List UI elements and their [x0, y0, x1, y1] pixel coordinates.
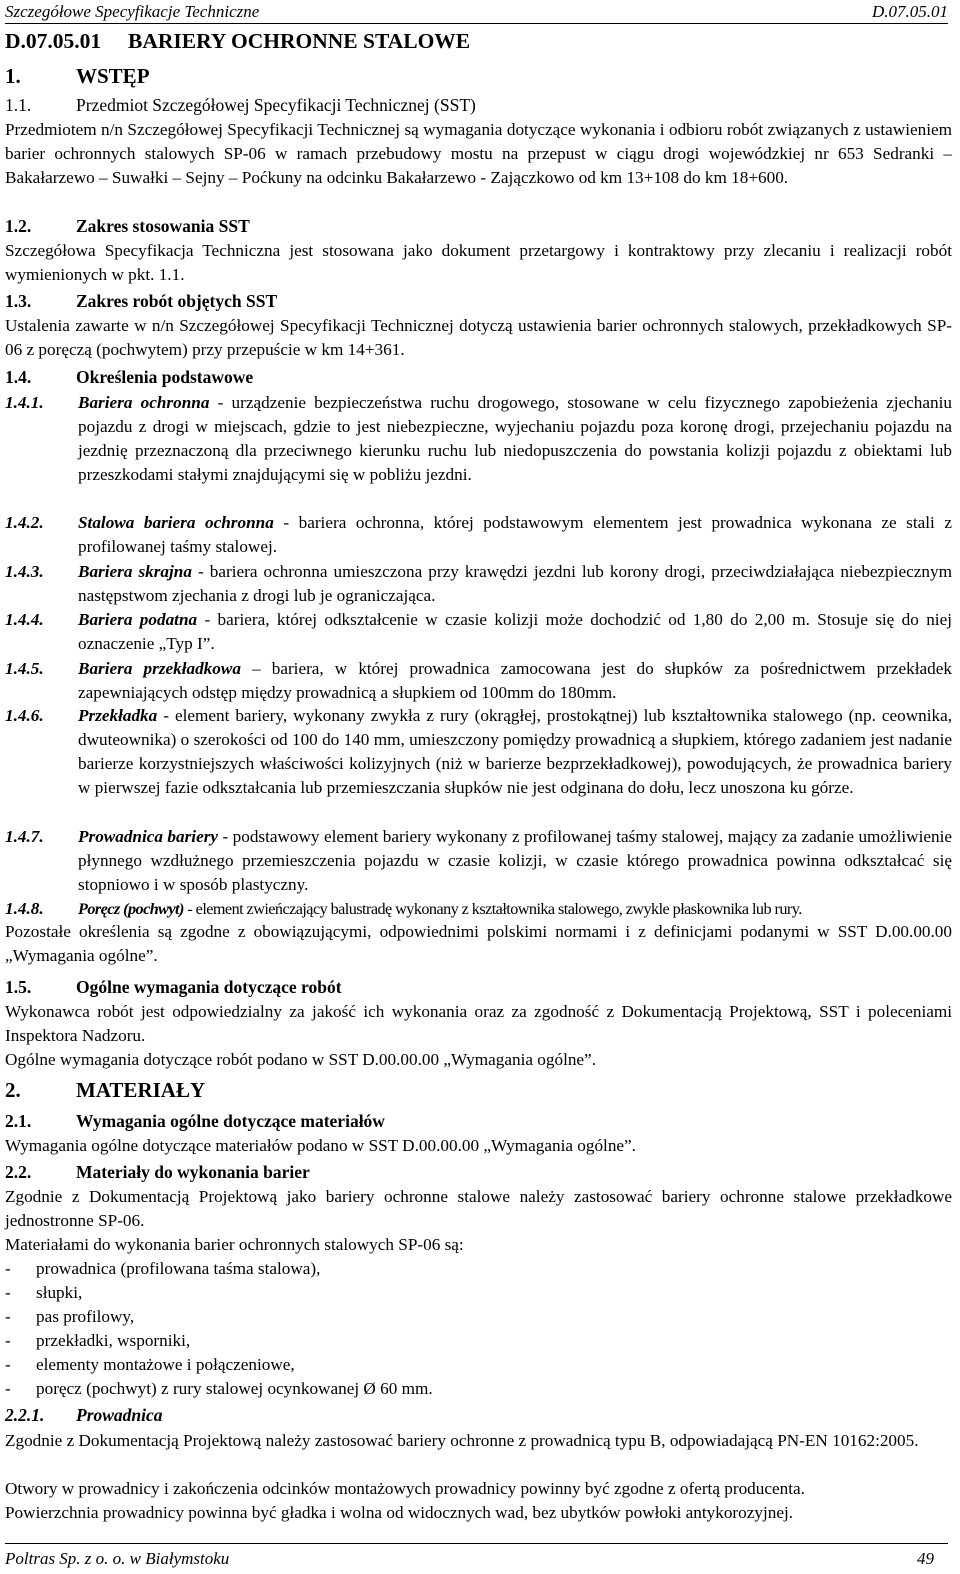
definition-text: - bariera ochronna, której podstawowym elementem jest prowadnica wykonana ze stali z profilowanej taśmy stalowej. [78, 513, 952, 556]
section-heading-2 [5, 1078, 952, 1103]
paragraph-2-2-1-c: Powierzchnia prowadnicy powinna być gładka i wolna od widocznych wad, bez ubytków powłoki antykorozyjnej. [5, 1503, 794, 1522]
subsection-title: Materiały do wykonania barier [76, 1162, 310, 1182]
section-title: WSTĘP [76, 64, 150, 88]
subsection-number: 1.4. [5, 367, 32, 387]
page-number: 49 [917, 1549, 934, 1568]
definition-term: Bariera skrajna [78, 562, 192, 581]
definition-term: Poręcz (pochwyt) [78, 900, 184, 918]
definition-number: 1.4.1. [5, 393, 44, 412]
subsection-title: Przedmiot Szczegółowej Specyfikacji Technicznej (SST) [76, 95, 476, 115]
list-item: - poręcz (pochwyt) z rury stalowej ocynkowanej Ø 60 mm. [5, 1379, 433, 1398]
subsection-heading-1-1 [5, 95, 952, 116]
definition-1-4-4 [5, 608, 952, 656]
definition-number: 1.4.5. [5, 659, 44, 678]
definition-text: - bariera, której odkształcenie w czasie kolizji może dochodzić od 1,80 do 2,00 m. Stosuje się do niej oznaczenie „Typ I”. [78, 610, 952, 653]
materials-list [5, 1257, 952, 1401]
subsection-number: 1.2. [5, 216, 32, 236]
subsection-title: Zakres robót objętych SST [76, 291, 278, 311]
subsection-title: Ogólne wymagania dotyczące robót [76, 977, 342, 997]
definition-term: Przekładka [78, 706, 158, 725]
subsection-title: Określenia podstawowe [76, 367, 254, 387]
definition-1-4-8 [5, 897, 952, 921]
list-item: - słupki, [5, 1283, 83, 1302]
definition-number: 1.4.4. [5, 610, 44, 629]
subsection-heading-1-5 [5, 977, 952, 998]
subsection-heading-1-4 [5, 367, 952, 388]
paragraph-1-5-b: Ogólne wymagania dotyczące robót podano w SST D.00.00.00 „Wymagania ogólne”. [5, 1050, 596, 1069]
paragraph-1-2: Szczegółowa Specyfikacja Techniczna jest stosowana jako dokument przetargowy i kontraktowy przy zlecaniu i realizacji robót wymienionych w pkt. 1.1. [5, 241, 952, 284]
definition-text: - urządzenie bezpieczeństwa ruchu drogowego, stosowane w celu fizycznego zapobieżenia zjechaniu pojazdu z drogi w miejscach, gdzie to jest niebezpieczne, wyjechaniu pojazdu poza koronę drogi, przejechaniu pojazdu na jezdnię przeznaczoną dla przeciwnego kierunku ruchu lub niedopuszczenia do powstania kolizji pojazdu z obiektami lub przeszkodami stałymi znajdującymi się w pobliżu jezdni. [78, 393, 952, 484]
subsection-heading-1-3 [5, 291, 952, 312]
definition-number: 1.4.3. [5, 562, 44, 581]
definition-text: - element bariery, wykonany zwykła z rury (okrągłej, prostokątnej) lub kształtownika stalowego (np. ceownika, dwuteownika) o szerokości od 100 do 140 mm, umieszczony pomiędzy prowadnicą a słupkiem, którego zadaniem jest nadanie barierze korzystniejszych właściwości kolizyjnych (niż w barierze bezprzekładkowej), powodujących, że prowadnica bariery w pierwszej fazie odkształcania lub przemieszczania słupków nie jest odginana do dołu, lecz unoszona ku górze. [78, 706, 952, 797]
subsection-title: Prowadnica [76, 1405, 163, 1425]
paragraph-2-2-1-b: Otwory w prowadnicy i zakończenia odcinków montażowych prowadnicy powinny być zgodne z ofertą producenta. [5, 1479, 805, 1498]
section-title: MATERIAŁY [76, 1078, 206, 1102]
list-item: - elementy montażowe i połączeniowe, [5, 1355, 295, 1374]
definition-1-4-6 [5, 704, 952, 800]
section-number: 1. [5, 64, 21, 88]
paragraph-2-2-1: Zgodnie z Dokumentacją Projektową należy zastosować bariery ochronne z prowadnicą typu B, odpowiadającą PN-EN 10162:2005. [5, 1431, 919, 1450]
definition-term: Stalowa bariera ochronna [78, 513, 274, 532]
definition-text: - bariera ochronna umieszczona przy krawędzi jezdni lub korony drogi, przeciwdziałająca niebezpiecznym następstwom zjechania z drogi lub je ograniczająca. [78, 562, 952, 605]
footer-company: Poltras Sp. z o. o. w Białymstoku [5, 1549, 230, 1568]
subsection-number: 2.2. [5, 1162, 32, 1182]
paragraph-1-5: Wykonawca robót jest odpowiedzialny za jakość ich wykonania oraz za zgodność z Dokumentacją Projektową, SST i poleceniami Inspektora Nadzoru. [5, 1002, 952, 1045]
definition-text: – bariera, w której prowadnica zamocowana jest do słupków za pośrednictwem przekładek zapewniających odstęp między prowadnicą a słupkiem od 100mm do 180mm. [78, 659, 952, 702]
document-title: D.07.05.01 BARIERY OCHRONNE STALOWE [5, 29, 471, 53]
definition-term: Bariera ochronna [78, 393, 210, 412]
subsection-title: Zakres stosowania SST [76, 216, 250, 236]
paragraph-1-3: Ustalenia zawarte w n/n Szczegółowej Specyfikacji Technicznej dotyczą ustawienia barier ochronnych stalowych, przekładkowych SP-06 z poręczą (pochwytem) przy przepuście w km 14+361. [5, 316, 952, 359]
subsection-heading-2-2 [5, 1162, 952, 1183]
definition-term: Bariera przekładkowa [78, 659, 241, 678]
subsection-number: 1.5. [5, 977, 32, 997]
definition-term: Bariera podatna [78, 610, 198, 629]
definition-1-4-3 [5, 560, 952, 608]
definition-number: 1.4.8. [5, 899, 44, 918]
subsection-heading-2-1 [5, 1111, 952, 1132]
paragraph-2-2: Zgodnie z Dokumentacją Projektową jako bariery ochronne stalowe należy zastosować bariery ochronne stalowe przekładkowe jednostronne SP-06. [5, 1187, 952, 1230]
list-item: - prowadnica (profilowana taśma stalowa), [5, 1259, 321, 1278]
list-item: - przekładki, wsporniki, [5, 1331, 191, 1350]
running-header [5, 1, 948, 24]
header-code: D.07.05.01 [871, 2, 948, 21]
section-heading-1 [5, 64, 952, 89]
definition-1-4-1 [5, 391, 952, 487]
running-footer [5, 1543, 948, 1572]
paragraph-1-4-closing: Pozostałe określenia są zgodne z obowiązującymi, odpowiednimi polskimi normami i z definicjami podanymi w SST D.00.00.00 „Wymagania ogólne”. [5, 922, 952, 965]
subsection-heading-2-2-1 [5, 1405, 952, 1426]
definition-1-4-7 [5, 825, 952, 897]
definition-number: 1.4.7. [5, 827, 44, 846]
definition-term: Prowadnica bariery [78, 827, 219, 846]
section-number: 2. [5, 1078, 21, 1102]
subsection-number: 1.1. [5, 95, 32, 115]
definition-1-4-5 [5, 657, 952, 705]
definition-number: 1.4.2. [5, 513, 44, 532]
definition-number: 1.4.6. [5, 706, 44, 725]
subsection-title: Wymagania ogólne dotyczące materiałów [76, 1111, 385, 1131]
subsection-number: 2.2.1. [5, 1405, 45, 1425]
subsection-heading-1-2 [5, 216, 952, 237]
paragraph-1-1: Przedmiotem n/n Szczegółowej Specyfikacji Technicznej są wymagania dotyczące wykonania i odbioru robót związanych z ustawieniem barier ochronnych stalowych SP-06 w ramach przebudowy mostu na przepust w ciągu drogi wojewódzkiej nr 653 Sedranki – Bakałarzewo – Suwałki – Sejny – Poćkuny na odcinku Bakałarzewo - Zajączkowo od km 13+108 do km 18+600. [5, 120, 952, 187]
subsection-number: 1.3. [5, 291, 32, 311]
header-title: Szczegółowe Specyfikacje Techniczne [5, 2, 260, 21]
list-item: - pas profilowy, [5, 1307, 135, 1326]
definition-1-4-2 [5, 511, 952, 559]
definition-text: - podstawowy element bariery wykonany z profilowanej taśmy stalowej, mający za zadanie umożliwienie płynnego wzdłużnego przemieszczenia pojazdu w czasie kolizji, w czasie którego prowadnica powinna odkształcać się stopniowo i w sposób plastyczny. [78, 827, 952, 894]
list-intro: Materiałami do wykonania barier ochronnych stalowych SP-06 są: [5, 1235, 464, 1254]
subsection-number: 2.1. [5, 1111, 32, 1131]
definition-text: - element zwieńczający balustradę wykonany z kształtownika stalowego, zwykle płaskownika lub rury. [183, 900, 802, 918]
paragraph-2-1: Wymagania ogólne dotyczące materiałów podano w SST D.00.00.00 „Wymagania ogólne”. [5, 1136, 636, 1155]
